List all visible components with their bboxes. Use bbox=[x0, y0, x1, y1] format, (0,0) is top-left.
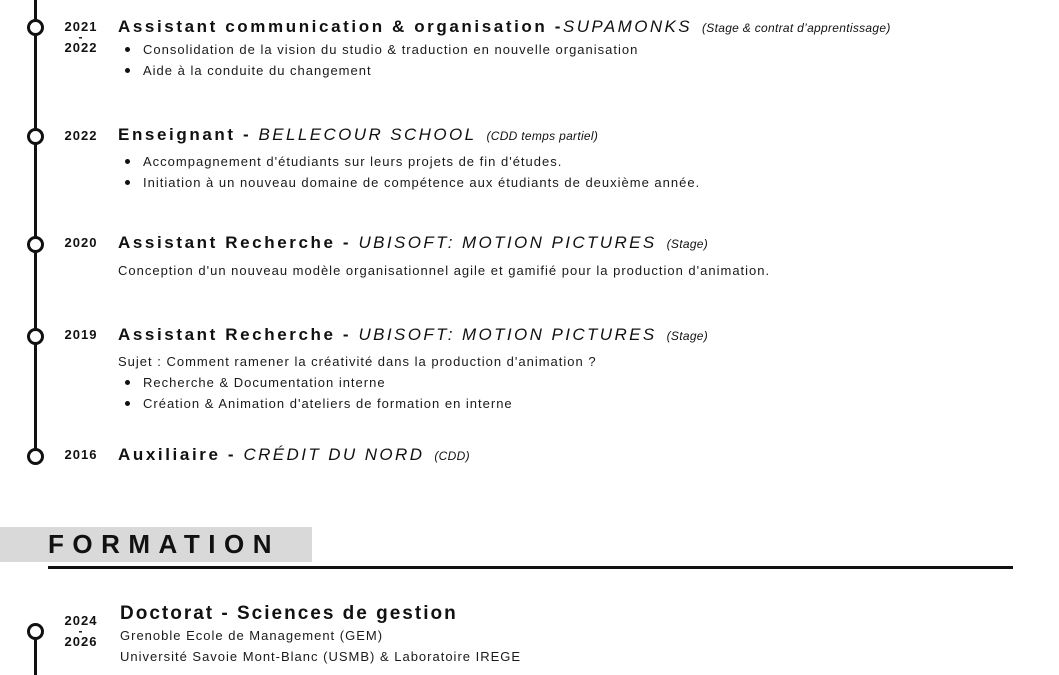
entry-description: Sujet : Comment ramener la créativité dans la production d'animation ? bbox=[118, 354, 597, 369]
timeline-dot bbox=[27, 328, 44, 345]
entry-company: BELLECOUR SCHOOL bbox=[258, 125, 477, 144]
experience-entry bbox=[118, 17, 891, 81]
entry-title bbox=[118, 445, 470, 466]
entry-year: 2021 - 2022 bbox=[64, 19, 98, 55]
entry-role: Enseignant - bbox=[118, 125, 259, 144]
entry-title bbox=[118, 17, 891, 38]
entry-company: UBISOFT: MOTION PICTURES bbox=[358, 325, 657, 344]
entry-contract: (Stage) bbox=[666, 329, 709, 343]
entry-company: CRÉDIT DU NORD bbox=[243, 445, 425, 464]
entry-contract: (Stage) bbox=[666, 237, 709, 251]
experience-entry bbox=[118, 325, 708, 414]
experience-entry bbox=[118, 445, 470, 466]
entry-year: 2022 bbox=[64, 128, 98, 143]
entry-company: UBISOFT: MOTION PICTURES bbox=[358, 233, 657, 252]
entry-year: 2020 bbox=[64, 235, 98, 250]
entry-bullets bbox=[118, 151, 700, 193]
experience-entry bbox=[118, 125, 700, 193]
entry-role: Assistant Recherche - bbox=[118, 325, 359, 344]
entry-year: 2019 bbox=[64, 327, 98, 342]
entry-year: 2016 bbox=[64, 447, 98, 462]
entry-role: Assistant Recherche - bbox=[118, 233, 359, 252]
entry-contract: (CDD) bbox=[434, 449, 470, 463]
timeline-dot bbox=[27, 448, 44, 465]
timeline-dot bbox=[27, 128, 44, 145]
formation-entry bbox=[120, 603, 521, 667]
entry-title bbox=[118, 125, 700, 146]
formation-school: Université Savoie Mont-Blanc (USMB) & Laboratoire IREGE bbox=[120, 649, 522, 664]
formation-school: Grenoble Ecole de Management (GEM) bbox=[120, 628, 384, 643]
entry-title bbox=[118, 233, 770, 254]
list-item: Accompagnement d'étudiants sur leurs projets de fin d'études. bbox=[118, 151, 700, 172]
entry-year: 2024 - 2026 bbox=[64, 613, 98, 649]
entry-contract: (CDD temps partiel) bbox=[486, 129, 599, 143]
timeline-dot bbox=[27, 623, 44, 640]
entry-title bbox=[118, 325, 708, 346]
list-item: Recherche & Documentation interne bbox=[118, 372, 708, 393]
entry-description: Conception d'un nouveau modèle organisationnel agile et gamifié pour la production d'animation. bbox=[118, 263, 771, 278]
list-item: Aide à la conduite du changement bbox=[118, 60, 891, 81]
entry-bullets bbox=[118, 372, 708, 414]
timeline-dot bbox=[27, 19, 44, 36]
timeline-dot bbox=[27, 236, 44, 253]
list-item: Consolidation de la vision du studio & traduction en nouvelle organisation bbox=[118, 39, 891, 60]
formation-title: Doctorat - Sciences de gestion bbox=[120, 603, 458, 624]
entry-bullets bbox=[118, 39, 891, 81]
section-divider bbox=[48, 566, 1013, 569]
experience-timeline-line bbox=[34, 0, 37, 458]
entry-role: Assistant communication & organisation - bbox=[118, 17, 563, 36]
entry-contract: (Stage & contrat d’apprentissage) bbox=[701, 21, 891, 35]
list-item: Initiation à un nouveau domaine de compétence aux étudiants de deuxième année. bbox=[118, 172, 700, 193]
experience-entry bbox=[118, 233, 770, 281]
list-item: Création & Animation d'ateliers de formation en interne bbox=[118, 393, 708, 414]
entry-company: SUPAMONKS bbox=[563, 17, 692, 36]
entry-role: Auxiliaire - bbox=[118, 445, 244, 464]
section-title-formation: FORMATION bbox=[48, 529, 280, 559]
